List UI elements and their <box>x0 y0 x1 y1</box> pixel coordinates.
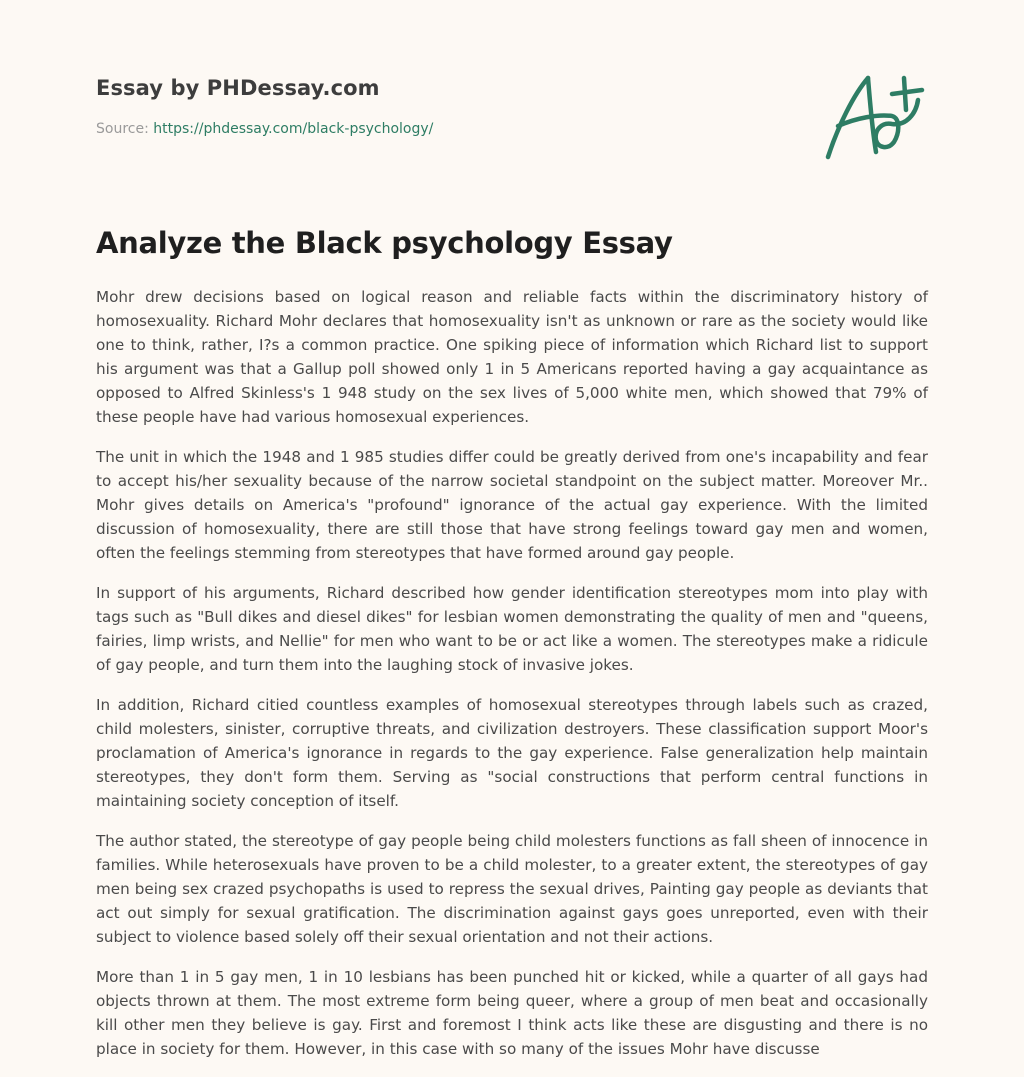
essay-paragraph: Mohr drew decisions based on logical reason and reliable facts within the discriminatory history of homosexuality. Richard Mohr declares that homosexuality isn't as unknown or rare as the society would like one to think, rather, I?s a common practice. One spiking piece of information which Richard list to support his argument was that a Gallup poll showed only 1 in 5 Americans reported having a gay acquaintance as opposed to Alfred Skinless's 1 948 study on the sex lives of 5,000 white men, which showed that 79% of these people have had various homosexual experiences. <box>96 288 928 426</box>
essay-title: Analyze the Black psychology Essay <box>96 226 673 260</box>
a-plus-grade-icon <box>818 66 928 166</box>
site-header <box>96 76 696 137</box>
essay-body <box>96 285 928 1077</box>
essay-paragraph: More than 1 in 5 gay men, 1 in 10 lesbians has been punched hit or kicked, while a quarter of all gays had objects thrown at them. The most extreme form being queer, where a group of men beat and occasionally kill other men they believe is gay. First and foremost I think acts like these are disgusting and there is no place in society for them. However, in this case with so many of the issues Mohr have discusse <box>96 968 928 1058</box>
essay-paragraph: The author stated, the stereotype of gay people being child molesters functions as fall sheen of innocence in families. While heterosexuals have proven to be a child molester, to a greater extent, the stereotypes of gay men being sex crazed psychopaths is used to repress the sexual drives, Painting gay people as deviants that act out simply for sexual gratification. The discrimination against gays goes unreported, even with their subject to violence based solely off their sexual orientation and not their actions. <box>96 832 928 946</box>
source-label: Source: <box>96 121 154 137</box>
essay-paragraph: In addition, Richard citied countless examples of homosexual stereotypes through labels such as crazed, child molesters, sinister, corruptive threats, and civilization destroyers. These classification support Moor's proclamation of America's ignorance in regards to the gay experience. False generalization help maintain stereotypes, they don't form them. Serving as "social constructions that perform central functions in maintaining society conception of itself. <box>96 696 928 810</box>
source-line <box>96 121 696 137</box>
essay-paragraph: The unit in which the 1948 and 1 985 studies differ could be greatly derived from one's incapability and fear to accept his/her sexuality because of the narrow societal standpoint on the subject matter. Moreover Mr.. Mohr gives details on America's "profound" ignorance of the actual gay experience. With the limited discussion of homosexuality, there are still those that have strong feelings toward gay men and women, often the feelings stemming from stereotypes that have formed around gay people. <box>96 448 928 562</box>
essay-paragraph: In support of his arguments, Richard described how gender identification stereotypes mom into play with tags such as "Bull dikes and diesel dikes" for lesbian women demonstrating the quality of men and "queens, fairies, limp wrists, and Nellie" for men who want to be or act like a women. The stereotypes make a ridicule of gay people, and turn them into the laughing stock of invasive jokes. <box>96 584 928 674</box>
brand-title: Essay by PHDessay.com <box>96 76 380 100</box>
source-link[interactable]: https://phdessay.com/black-psychology/ <box>153 121 434 137</box>
